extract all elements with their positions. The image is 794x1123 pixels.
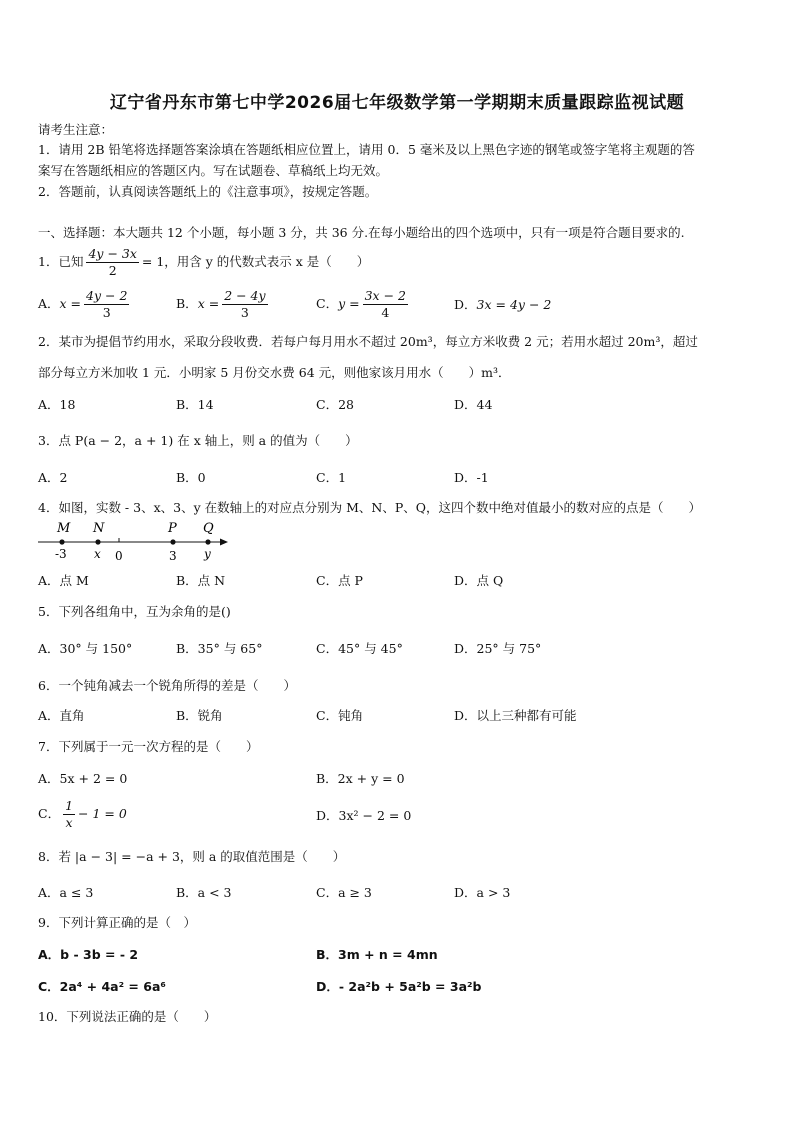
- question-1: [38, 246, 369, 279]
- question-4: 4．如图，实数 - 3、x、3、y 在数轴上的对应点分别为 M、N、P、Q，这四个数中绝对值最小的数对应的点是（ ）: [38, 500, 701, 515]
- question-8-option-a[interactable]: A．a ≤ 3: [38, 885, 94, 900]
- question-5-option-b[interactable]: B．35° 与 65°: [176, 641, 263, 656]
- fraction-denominator: 3: [102, 305, 111, 320]
- question-5-option-a[interactable]: A．30° 与 150°: [38, 641, 133, 656]
- question-8-option-c[interactable]: C．a ≥ 3: [316, 885, 372, 900]
- question-2-line-2: 部分每立方米加收 1 元．小明家 5 月份交水费 64 元，则他家该月用水（ ）m³．: [38, 365, 511, 380]
- point-m-dot: [59, 539, 64, 544]
- question-4-option-a[interactable]: A．点 M: [38, 573, 89, 588]
- notice-heading: 请考生注意：: [38, 122, 114, 137]
- fraction-denominator: x: [65, 815, 73, 830]
- section-heading: 一、选择题：本大题共 12 个小题，每小题 3 分，共 36 分.在每小题给出的四个选项中，只有一项是符合题目要求的.: [38, 225, 685, 240]
- question-7-option-a[interactable]: A．5x + 2 = 0: [38, 771, 128, 786]
- option-label: C．: [38, 806, 61, 821]
- question-4-option-d[interactable]: D．点 Q: [454, 573, 504, 588]
- point-label-n: N: [93, 521, 105, 536]
- question-6-option-c[interactable]: C．钝角: [316, 708, 364, 723]
- point-n-dot: [95, 539, 100, 544]
- question-9-option-a[interactable]: A．b - 3b = - 2: [38, 947, 139, 962]
- question-3-option-d[interactable]: D．-1: [454, 470, 489, 485]
- question-6: 6．一个钝角减去一个锐角所得的差是（ ）: [38, 678, 296, 693]
- fraction-denominator: 2: [108, 263, 117, 278]
- question-8-option-d[interactable]: D．a > 3: [454, 885, 511, 900]
- option-fraction: [84, 288, 129, 321]
- question-9-option-d[interactable]: D．- 2a²b + 5a²b = 3a²b: [316, 979, 482, 994]
- point-label-q: Q: [203, 521, 214, 536]
- point-label-p: P: [168, 521, 177, 536]
- exam-title: 辽宁省丹东市第七中学2026届七年级数学第一学期期末质量跟踪监视试题: [109, 93, 685, 113]
- question-9-option-b[interactable]: B．3m + n = 4mn: [316, 947, 438, 962]
- question-2-option-d[interactable]: D．44: [454, 397, 493, 412]
- point-p-dot: [170, 539, 175, 544]
- question-1-suffix: = 1，用含 y 的代数式表示 x 是（ ）: [141, 254, 370, 269]
- question-8-option-b[interactable]: B．a < 3: [176, 885, 232, 900]
- option-rest: − 1 = 0: [78, 806, 127, 821]
- value-label-x: x: [94, 547, 101, 561]
- question-4-option-c[interactable]: C．点 P: [316, 573, 363, 588]
- value-label-3: 3: [169, 549, 177, 563]
- question-6-option-a[interactable]: A．直角: [38, 708, 85, 723]
- question-5-option-c[interactable]: C．45° 与 45°: [316, 641, 403, 656]
- question-10: 10．下列说法正确的是（ ）: [38, 1009, 217, 1024]
- question-3-option-b[interactable]: B．0: [176, 470, 206, 485]
- number-line-arrow: [220, 539, 228, 546]
- question-1-option-c[interactable]: [316, 288, 411, 321]
- fraction-numerator: 3x − 2: [364, 288, 406, 303]
- point-label-m: M: [57, 521, 71, 536]
- question-9: 9．下列计算正确的是（ ）: [38, 915, 196, 930]
- question-4-option-b[interactable]: B．点 N: [176, 573, 226, 588]
- question-2-line-1: 2．某市为提倡节约用水，采取分段收费．若每户每月用水不超过 20m³，每立方米收费 2 元；若用水超过 20m³，超过: [38, 334, 698, 349]
- question-7: 7．下列属于一元一次方程的是（ ）: [38, 739, 259, 754]
- question-8: 8．若 |a − 3| = −a + 3，则 a 的取值范围是（ ）: [38, 849, 346, 864]
- question-5: 5．下列各组角中，互为余角的是(): [38, 604, 231, 619]
- option-text: 3x = 4y − 2: [476, 297, 552, 312]
- fraction-numerator: 1: [65, 798, 74, 813]
- question-1-option-b[interactable]: [176, 288, 271, 321]
- question-6-option-b[interactable]: B．锐角: [176, 708, 223, 723]
- number-line-figure: [36, 518, 236, 566]
- question-2-option-b[interactable]: B．14: [176, 397, 214, 412]
- question-1-prefix: 1．已知: [38, 254, 84, 269]
- question-1-option-a[interactable]: [38, 288, 132, 321]
- question-3-option-a[interactable]: A．2: [38, 470, 68, 485]
- notice-item-1-line-1: 1．请用 2B 铅笔将选择题答案涂填在答题纸相应位置上，请用 0．5 毫米及以上黑色字迹的钢笔或签字笔将主观题的答: [38, 142, 695, 157]
- question-7-option-d[interactable]: D．3x² − 2 = 0: [316, 808, 412, 823]
- value-label-0: 0: [115, 549, 123, 563]
- question-6-option-d[interactable]: D．以上三种都有可能: [454, 708, 577, 723]
- option-label: B．: [176, 296, 198, 311]
- option-lhs: x =: [197, 296, 220, 311]
- question-3-option-c[interactable]: C．1: [316, 470, 347, 485]
- notice-item-1-line-2: 案写在答题纸相应的答题区内。写在试题卷、草稿纸上均无效。: [38, 163, 389, 178]
- option-fraction: [222, 288, 267, 321]
- fraction-numerator: 2 − 4y: [224, 288, 266, 303]
- fraction-numerator: 4y − 2: [86, 288, 128, 303]
- notice-item-2: 2．答题前，认真阅读答题纸上的《注意事项》，按规定答题。: [38, 184, 378, 199]
- option-fraction: [363, 288, 408, 321]
- question-9-option-c[interactable]: C．2a⁴ + 4a² = 6a⁶: [38, 979, 166, 994]
- value-label-minus-3: -3: [55, 547, 67, 561]
- question-2-option-c[interactable]: C．28: [316, 397, 354, 412]
- fraction-denominator: 3: [240, 305, 249, 320]
- question-7-option-b[interactable]: B．2x + y = 0: [316, 771, 405, 786]
- fraction-numerator: 4y − 3x: [88, 246, 137, 261]
- question-7-option-c[interactable]: [38, 798, 127, 831]
- point-q-dot: [205, 539, 210, 544]
- question-5-option-d[interactable]: D．25° 与 75°: [454, 641, 542, 656]
- option-fraction: [63, 798, 75, 831]
- fraction-denominator: 4: [381, 305, 390, 320]
- option-label: A．: [38, 296, 60, 311]
- question-3: 3．点 P(a − 2，a + 1) 在 x 轴上，则 a 的值为（ ）: [38, 433, 358, 448]
- option-lhs: x =: [59, 296, 82, 311]
- option-label: C．: [316, 296, 339, 311]
- question-1-fraction: [86, 246, 138, 279]
- question-2-option-a[interactable]: A．18: [38, 397, 76, 412]
- value-label-y: y: [204, 547, 211, 561]
- option-lhs: y =: [338, 296, 360, 311]
- option-label: D．: [454, 297, 477, 312]
- question-1-option-d[interactable]: [454, 296, 551, 314]
